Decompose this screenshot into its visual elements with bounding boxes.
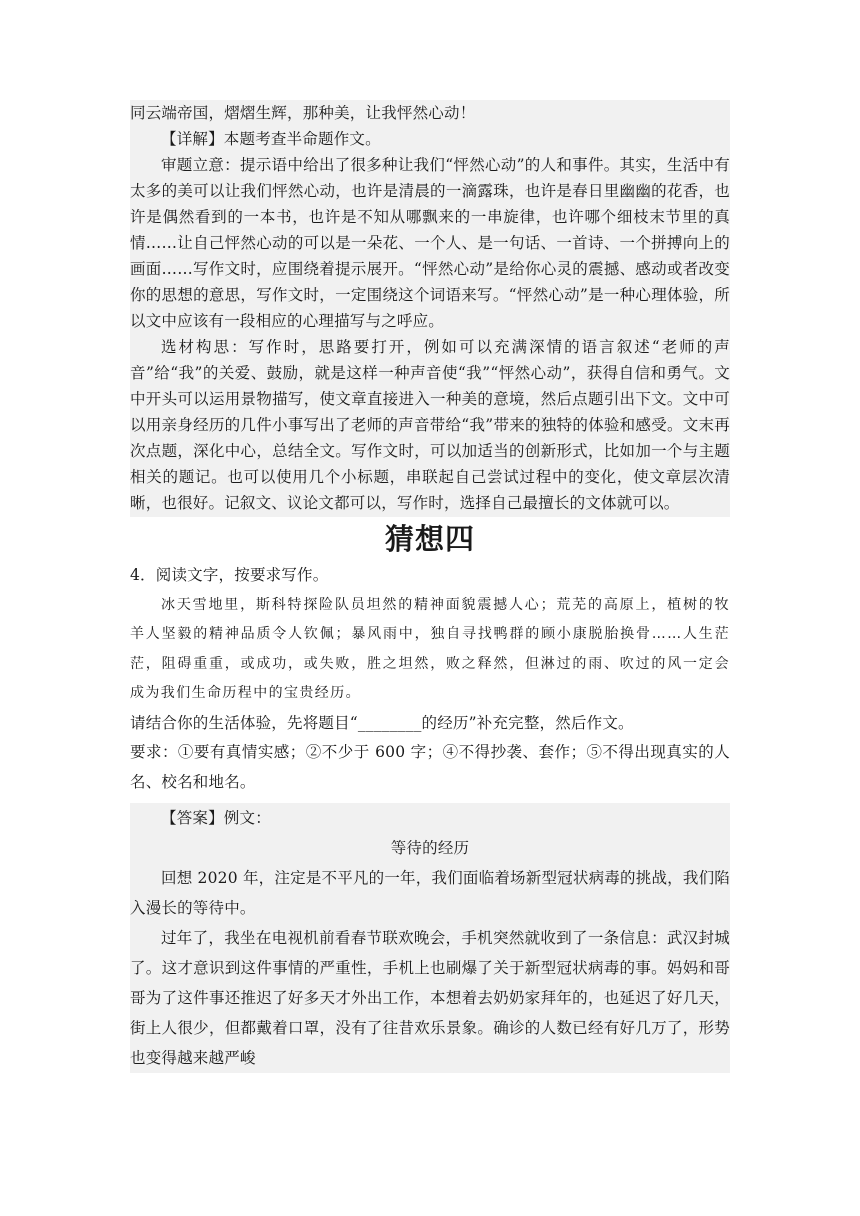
question-material: 冰天雪地里，斯科特探险队员坦然的精神面貌震撼人心；荒芜的高原上，植树的牧羊人坚毅的精神品质令人钦佩；暴风雨中，独自寻找鸭群的顾小康脱胎换骨……人生茫茫，阻碍重重，或成功，或失败，胜之坦然，败之释然，但淋过的雨、吹过的风一定会成为我们生命历程中的宝贵经历。 [130, 596, 730, 701]
answer-block [130, 803, 730, 1073]
analysis-block [130, 100, 730, 517]
material-idea-paragraph: 选材构思：写作时，思路要打开，例如可以充满深情的语言叙述“老师的声音”给“我”的关爱、鼓励，就是这样一种声音使“我”“怦然心动”，获得自信和勇气。文中开头可以运用景物描写，使文章直接进入一种美的意境，然后点题引出下文。文中可以用亲身经历的几件小事写出了老师的声音带给“我”带来的独特的体验和感受。文末再次点题，深化中心，总结全文。写作文时，可以加适当的创新形式，比如加一个与主题相关的题记。也可以使用几个小标题，串联起自己尝试过程中的变化，使文章层次清晰，也很好。记叙文、议论文都可以，写作时，选择自己最擅长的文体就可以。 [130, 338, 730, 512]
question-stem: 4．阅读文字，按要求写作。 [130, 566, 329, 584]
essay-paragraph-1: 回想 2020 年，注定是不平凡的一年，我们面临着场新型冠状病毒的挑战，我们陷入漫长的等待中。 [130, 869, 730, 917]
topic-analysis-paragraph: 审题立意：提示语中给出了很多种让我们“怦然心动”的人和事件。其实，生活中有太多的美可以让我们怦然心动，也许是清晨的一滴露珠，也许是春日里幽幽的花香，也许是偶然看到的一本书，也许是不知从哪飘来的一串旋律，也许哪个细枝末节里的真情……让自己怦然心动的可以是一朵花、一个人、是一句话、一首诗、一个拼搏向上的画面……写作文时，应围绕着提示展开。“怦然心动”是给你心灵的震撼、感动或者改变你的思想的意思，写作文时，一定围绕这个词语来写。“怦然心动”是一种心理体验，所以文中应该有一段相应的心理描写与之呼应。 [130, 156, 730, 330]
question-requirements: 要求：①要有真情实感；②不少于 600 字；④不得抄袭、套作；⑤不得出现真实的人名、校名和地名。 [130, 743, 730, 791]
question-block [130, 561, 730, 797]
essay-paragraph-2: 过年了，我坐在电视机前看春节联欢晚会，手机突然就收到了一条信息：武汉封城了。这才意识到这件事情的严重性，手机上也刷爆了关于新型冠状病毒的事。妈妈和哥哥为了这件事还推迟了好多天才外出工作，本想着去奶奶家拜年的，也延迟了好几天，街上人很少，但都戴着口罩，没有了往昔欢乐景象。确诊的人数已经有好几万了，形势也变得越来越严峻 [130, 929, 730, 1067]
answer-label: 【答案】例文： [161, 809, 271, 827]
essay-ending-line: 同云端帝国，熠熠生辉，那种美，让我怦然心动！ [130, 104, 476, 122]
question-instruction: 请结合你的生活体验，先将题目“________的经历”补充完整，然后作文。 [130, 713, 634, 732]
document-page [130, 100, 730, 1073]
essay-title: 等待的经历 [390, 839, 470, 857]
detail-label: 【详解】本题考查半命题作文。 [161, 130, 381, 148]
section-heading: 猜想四 [384, 522, 475, 556]
